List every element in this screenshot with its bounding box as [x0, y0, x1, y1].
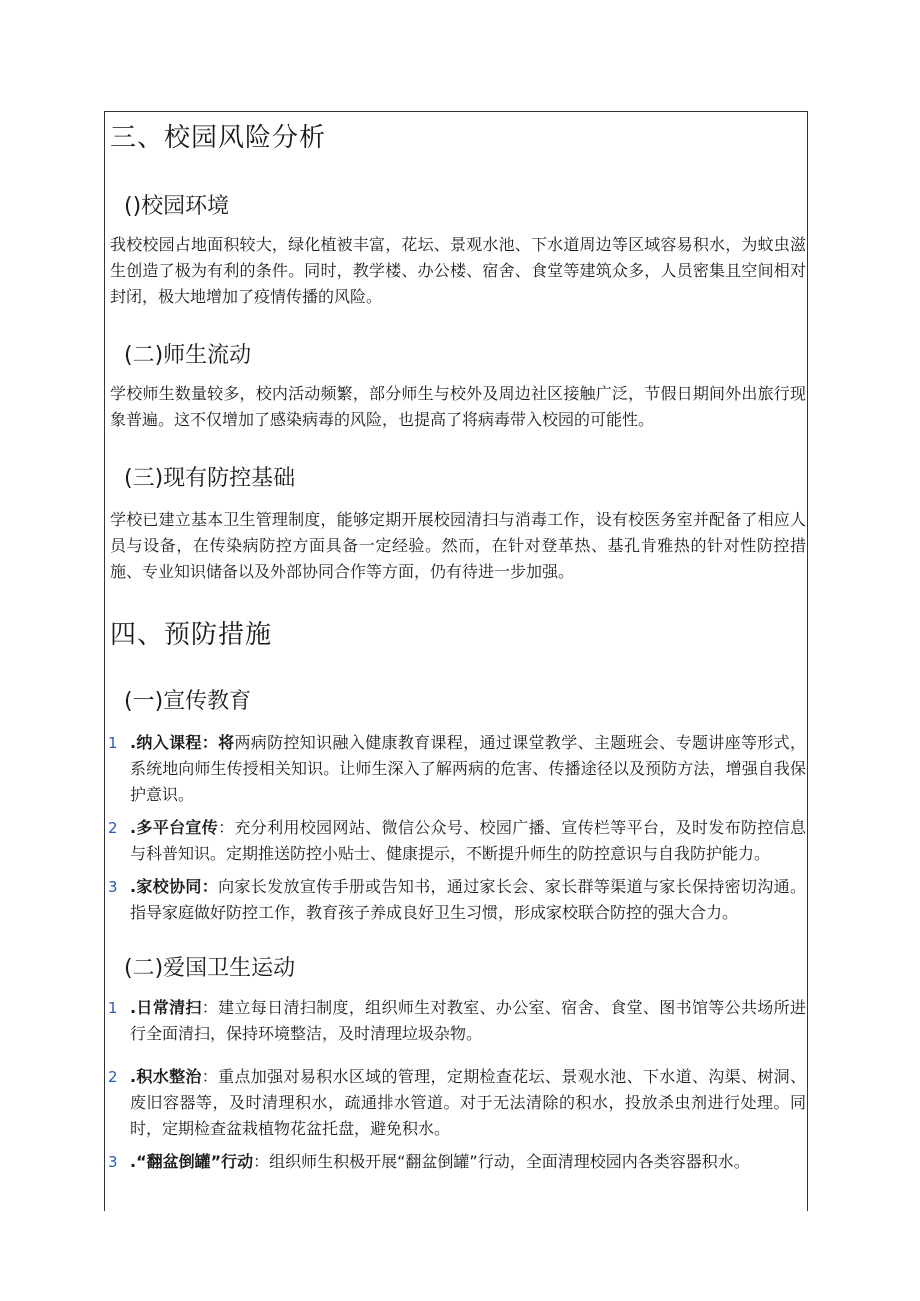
- list-item-text: ：组织师生积极开展“翻盆倒罐”行动，全面清理校园内各类容器积水。: [253, 1152, 750, 1171]
- list-item-lead: “翻盆倒罐”行动: [136, 1152, 254, 1171]
- list-number: 3: [108, 878, 118, 896]
- subsection-heading-campus-environment: (​)校园环境: [124, 194, 230, 219]
- section-heading-prevention: 四、预防措施: [110, 620, 273, 650]
- list-item-text: 两病防控知识融入健康教育课程，通过课堂教学、主题班会、专题讲座等形式，系统地向师生传授相关知识。让师生深入了解两病的危害、传播途径以及预防方法，增强自我保护意识。: [130, 733, 806, 804]
- subsection-heading-patriotic-health: (二)爱国卫生运动: [124, 956, 296, 981]
- list-item-lead: 多平台宣传: [136, 818, 219, 837]
- subsection-heading-publicity: (一)宣传教育: [124, 689, 252, 714]
- paragraph-campus-environment: 我校校园占地面积较大，绿化植被丰富，花坛、景观水池、下水道周边等区域容易积水，为蚊虫滋生创造了极为有利的条件。同时，教学楼、办公楼、宿舍、食堂等建筑众多，人员密集且空间相对封闭，极大地增加了疫情传播的风险。: [110, 235, 806, 306]
- list-number: 3: [108, 1153, 118, 1171]
- list-item: 1 .纳入课程：将两病防控知识融入健康教育课程，通过课堂教学、主题班会、专题讲座等形式，系统地向师生传授相关知识。让师生深入了解两病的危害、传播途径以及预防方法，增强自我保护意识。: [108, 730, 806, 808]
- list-item-lead: 家校协同：: [136, 877, 219, 896]
- list-item: 1 .日常清扫：建立每日清扫制度，组织师生对教室、办公室、宿舍、食堂、图书馆等公共场所进行全面清扫，保持环境整洁，及时清理垃圾杂物。: [108, 995, 806, 1047]
- list-item: 2 .积水整治：重点加强对易积水区域的管理，定期检查花坛、景观水池、下水道、沟渠、树洞、废旧容器等，及时清理积水，疏通排水管道。对于无法清除的积水，投放杀虫剂进行处理。同时，定期检查盆栽植物花盆托盘，避免积水。: [108, 1064, 806, 1142]
- section-heading-risk-analysis: 三、校园风险分析: [110, 123, 327, 153]
- list-item-lead: 日常清扫: [136, 998, 202, 1017]
- list-item: 3 .“翻盆倒罐”行动：组织师生积极开展“翻盆倒罐”行动，全面清理校园内各类容器积水。: [108, 1149, 806, 1175]
- subsection-heading-mobility: (二)师生流动: [124, 343, 252, 368]
- paragraph-mobility: 学校师生数量较多，校内活动频繁，部分师生与校外及周边社区接触广泛，节假日期间外出旅行现象普遍。这不仅增加了感染病毒的风险，也提高了将病毒带入校园的可能性。: [110, 384, 806, 429]
- list-number: 2: [108, 1068, 118, 1086]
- list-item-text: ：充分利用校园网站、微信公众号、校园广播、宣传栏等平台，及时发布防控信息与科普知识。定期推送防控小贴士、健康提示，不断提升师生的防控意识与自我防护能力。: [130, 818, 806, 863]
- list-number: 2: [108, 819, 118, 837]
- list-item-lead: 纳入课程：将: [136, 733, 235, 752]
- list-item: 3 .家校协同：向家长发放宣传手册或告知书，通过家长会、家长群等渠道与家长保持密切沟通。指导家庭做好防控工作，教育孩子养成良好卫生习惯，形成家校联合防控的强大合力。: [108, 874, 806, 926]
- list-item-text: 向家长发放宣传手册或告知书，通过家长会、家长群等渠道与家长保持密切沟通。指导家庭做好防控工作，教育孩子养成良好卫生习惯，形成家校联合防控的强大合力。: [130, 877, 806, 922]
- list-item-lead: 积水整治: [136, 1067, 202, 1086]
- list-item-text: ：重点加强对易积水区域的管理，定期检查花坛、景观水池、下水道、沟渠、树洞、废旧容器等，及时清理积水，疏通排水管道。对于无法清除的积水，投放杀虫剂进行处理。同时，定期检查盆栽植物花盆托盘，避免积水。: [130, 1067, 806, 1138]
- subsection-heading-existing-foundation: (三)现有防控基础: [124, 466, 296, 491]
- paragraph-existing-foundation: 学校已建立基本卫生管理制度，能够定期开展校园清扫与消毒工作，设有校医务室并配备了相应人员与设备，在传染病防控方面具备一定经验。然而，在针对登革热、基孔肯雅热的针对性防控措施、专业知识储备以及外部协同合作等方面，仍有待进一步加强。: [110, 510, 806, 581]
- list-number: 1: [108, 734, 118, 752]
- list-number: 1: [108, 999, 118, 1017]
- list-item-text: ：建立每日清扫制度，组织师生对教室、办公室、宿舍、食堂、图书馆等公共场所进行全面清扫，保持环境整洁，及时清理垃圾杂物。: [130, 998, 806, 1043]
- list-item: 2 .多平台宣传：充分利用校园网站、微信公众号、校园广播、宣传栏等平台，及时发布防控信息与科普知识。定期推送防控小贴士、健康提示，不断提升师生的防控意识与自我防护能力。: [108, 815, 806, 867]
